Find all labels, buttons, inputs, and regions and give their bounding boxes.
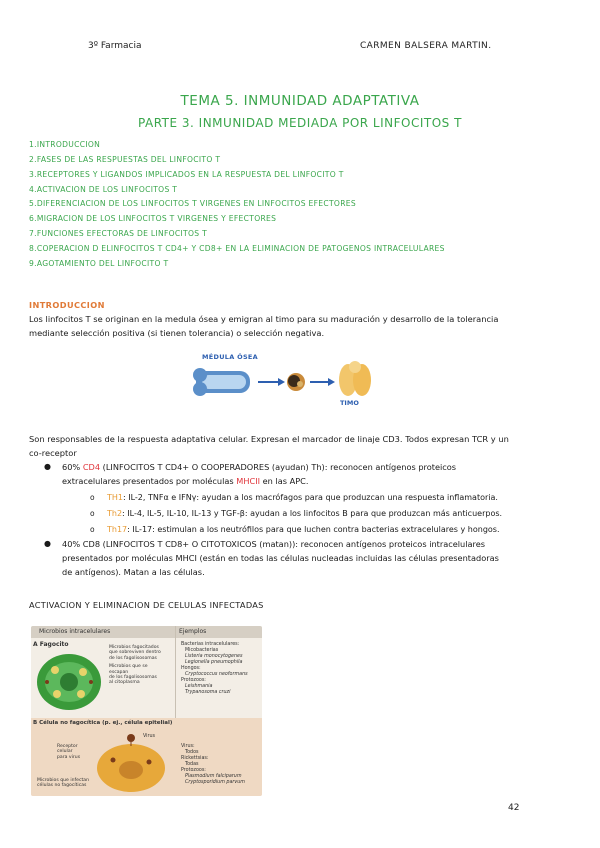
header-right: CARMEN BALSERA MARTIN. [360, 41, 492, 51]
th2-text: : IL-4, IL-5, IL-10, IL-13 y TGF-β: ayudan a los linfocitos B para que produzcan más anticuerpos. [122, 509, 503, 518]
cd4-line-1 [62, 461, 572, 475]
example: Leishmania [185, 684, 213, 689]
example: Todos [185, 750, 199, 755]
example: Cryptosporidium parvum [185, 780, 245, 785]
figure-col2-title: Ejemplos [179, 628, 207, 635]
note: Receptor [57, 744, 78, 749]
non-phagocytic-cell-illustration [91, 730, 171, 794]
sub-bullet: o [90, 509, 95, 518]
note: para virus [57, 754, 81, 760]
mhcii-label: MHCII [236, 476, 261, 486]
example: Listeria monocytogenes [185, 654, 243, 659]
note: de los fagolisosomas [109, 675, 157, 681]
toc-item: 6.MIGRACION DE LOS LINFOCITOS T VIRGENES Y EFECTORES [29, 214, 277, 224]
toc-item: 3.RECEPTORES Y LIGANDOS IMPLICADOS EN LA RESPUESTA DEL LINFOCITO T [29, 169, 344, 179]
cd8-line-2: presentados por moléculas MHCI (están en todas las células nucleadas incluidas las células presentadoras [62, 553, 499, 563]
sub-bullet: o [90, 525, 95, 534]
panel-b-examples [181, 744, 245, 786]
body-line-2: co-receptor [29, 448, 77, 458]
example: Cryptococcus neoformans [185, 672, 248, 677]
toc-item: 9.AGOTAMIENTO DEL LINFOCITO T [29, 258, 169, 268]
example: Protozoos: [181, 678, 206, 683]
example: Plasmodium falciparum [185, 774, 242, 779]
th1-label: TH1 [107, 493, 123, 502]
note: Microbios que infectan [37, 778, 90, 783]
bone-marrow-thymus-figure [192, 353, 376, 409]
panel-a-label: A Fagocito [33, 641, 69, 648]
page-title: TEMA 5. INMUNIDAD ADAPTATIVA [180, 93, 420, 109]
note: Microbios fagocitados [109, 645, 159, 650]
intro-line-2: mediante selección positiva (si tienen tolerancia) o selección negativa. [29, 328, 325, 338]
example: Todas [185, 762, 199, 767]
example: Hongos: [181, 666, 201, 671]
panel-a-title: Fagocito [39, 641, 69, 648]
note: celular [57, 749, 73, 755]
panel-b-label: B Célula no fagocítica (p. ej., célula epitelial) [33, 720, 173, 726]
example: Trypanosoma cruzi [185, 690, 231, 695]
bullet-dot: ● [44, 462, 51, 471]
toc-item: 1.INTRODUCCION [29, 140, 101, 149]
th2-label: Th2 [107, 509, 123, 518]
note: Microbios que se [109, 664, 148, 670]
note: escapan [109, 669, 129, 675]
figure-label-timo: TIMO [340, 399, 359, 407]
example: Rickettsias: [181, 756, 209, 761]
header-left: 3º Farmacia [88, 41, 142, 51]
phagocyte-illustration [35, 648, 105, 713]
virus-note: Virus [143, 734, 156, 739]
figure-label-medula: MÉDULA ÓSEA [202, 353, 258, 361]
figure-col1-title: Microbios intracelulares [39, 628, 111, 635]
example: Bacterias intracelulares: [181, 642, 240, 647]
example: Micobacterias [185, 648, 219, 653]
page-number: 42 [508, 803, 520, 813]
example: Protozoos: [181, 768, 206, 773]
panel-a-examples [181, 642, 248, 696]
th2-item [107, 507, 502, 521]
th17-text: : IL-17: estimulan a los neutrófilos para que luchen contra bacterias extracelulares y hongos. [127, 525, 500, 534]
th17-item [107, 523, 500, 537]
note: de los fagolisosomas [109, 655, 157, 661]
toc-item: 8.COPERACION D ELINFOCITOS T CD4+ Y CD8+ EN LA ELIMINACION DE PATOGENOS INTRACELULARES [29, 243, 445, 253]
toc-item: 5.DIFERENCIACION DE LOS LINFOCITOS T VIRGENES EN LINFOCITOS EFECTORES [29, 199, 356, 209]
th1-item [107, 491, 498, 505]
table-of-contents [29, 138, 445, 272]
panel-a-notes [109, 645, 161, 686]
example: Legionella pneumophila [185, 660, 243, 665]
page-subtitle: PARTE 3. INMUNIDAD MEDIADA POR LINFOCITOS T [138, 116, 462, 130]
cd4-pct: 60% [62, 462, 83, 472]
th17-label: Th17 [107, 525, 128, 534]
th1-text: : IL-2, TNFα e IFNγ: ayudan a los macrófagos para que produzcan una respuesta inflamatoria. [123, 493, 498, 502]
cd4-line2b: en las APC. [260, 476, 309, 486]
toc-item: 7.FUNCIONES EFECTORAS DE LINFOCITOS T [29, 229, 208, 239]
cd4-label: CD4 [82, 462, 101, 472]
body-line-1: Son responsables de la respuesta adaptativa celular. Expresan el marcador de linaje CD3. Todos expresan TCR y un [29, 434, 509, 444]
intracellular-microbes-figure [31, 626, 262, 796]
panel-b-receptor-note [57, 744, 80, 760]
cd4-rest: (LINFOCITOS T CD4+ O COOPERADORES (ayudan) Th): reconocen antígenos proteicos [100, 462, 457, 472]
bullet-dot: ● [44, 539, 51, 548]
intro-heading: INTRODUCCION [29, 300, 105, 310]
note: células no fagocíticas [37, 783, 87, 789]
cd4-line2a: extracelulares presentados por moléculas [62, 476, 237, 486]
intro-line-1: Los linfocitos T se originan en la medula ósea y emigran al timo para su maduración y desarrollo de la tolerancia [29, 314, 499, 324]
panel-b-title: Célula no fagocítica (p. ej., célula epitelial) [39, 720, 173, 726]
example: Virus: [181, 744, 195, 749]
cd4-line-2 [62, 475, 572, 489]
panel-b-microbe-note [37, 778, 89, 789]
cd8-line-3: de antígenos). Matan a las células. [62, 567, 205, 577]
sub-bullet: o [90, 493, 95, 502]
section-caption: ACTIVACION Y ELIMINACION DE CELULAS INFECTADAS [29, 600, 264, 610]
note: que sobreviven dentro [109, 650, 161, 656]
toc-item: 4.ACTIVACION DE LOS LINFOCITOS T [29, 184, 178, 194]
note: al citoplasma [109, 680, 140, 686]
cd8-line-1: 40% CD8 (LINFOCITOS T CD8+ O CITOTOXICOS (matan)): reconocen antígenos proteicos intracelulares [62, 539, 486, 549]
toc-item: 2.FASES DE LAS RESPUESTAS DEL LINFOCITO T [29, 154, 221, 164]
